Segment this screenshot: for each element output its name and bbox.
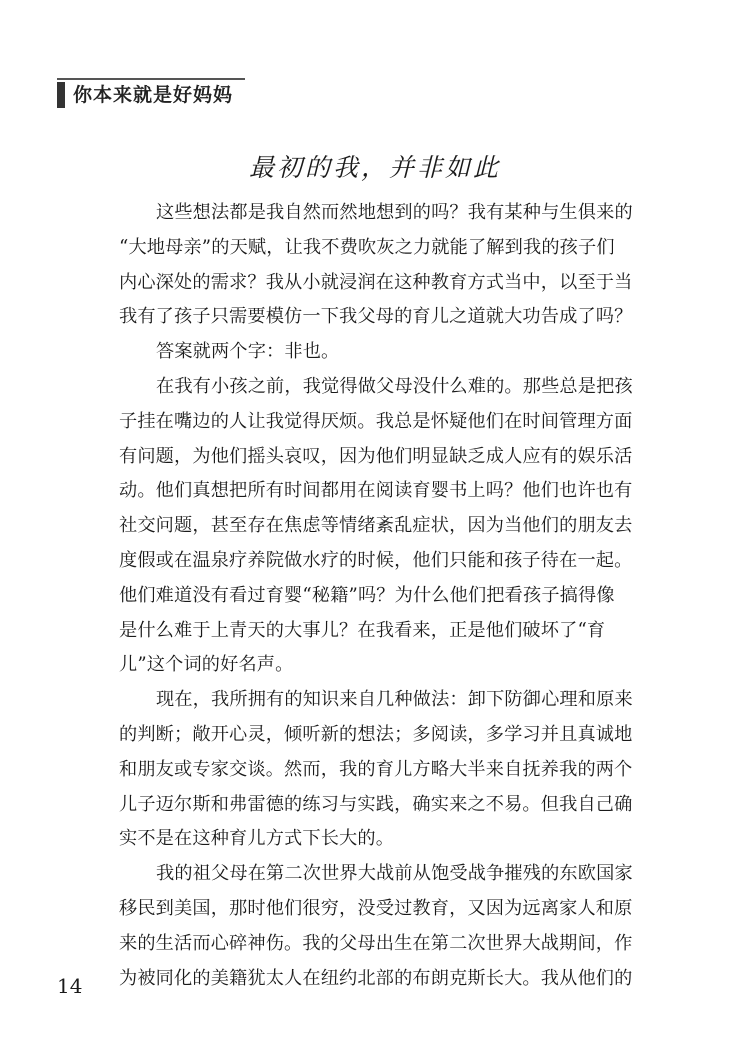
header-bar-mark	[57, 82, 65, 108]
text-line: 子挂在嘴边的人让我觉得厌烦。我总是怀疑他们在时间管理方面	[119, 410, 633, 432]
text-line: 为被同化的美籍犹太人在纽约北部的布朗克斯长大。我从他们的	[119, 967, 633, 989]
text-line: 我有了孩子只需要模仿一下我父母的育儿之道就大功告成了吗？	[119, 306, 633, 328]
text-line: 移民到美国，那时他们很穷，没受过教育，又因为远离家人和原	[119, 897, 633, 919]
book-title: 你本来就是好妈妈	[73, 84, 234, 106]
text-line: 在我有小孩之前，我觉得做父母没什么难的。那些总是把孩	[156, 375, 633, 397]
body-text	[119, 196, 639, 996]
text-line: 现在，我所拥有的知识来自几种做法：卸下防御心理和原来	[156, 689, 633, 711]
page-number: 14	[57, 974, 83, 998]
text-line: 是什么难于上青天的大事儿？在我看来，正是他们破坏了“育	[119, 619, 606, 641]
text-line: 社交问题，甚至存在焦虑等情绪紊乱症状，因为当他们的朋友去	[119, 515, 633, 537]
text-line: 答案就两个字：非也。	[156, 341, 340, 363]
text-line: 度假或在温泉疗养院做水疗的时候，他们只能和孩子待在一起。	[119, 549, 633, 571]
text-line: 他们难道没有看过育婴“秘籍”吗？为什么他们把看孩子搞得像	[119, 584, 615, 606]
text-line: “大地母亲”的天赋，让我不费吹灰之力就能了解到我的孩子们	[119, 236, 615, 258]
text-line: 的判断；敞开心灵，倾听新的想法；多阅读，多学习并且真诚地	[119, 723, 633, 745]
text-line: 有问题，为他们摇头哀叹，因为他们明显缺乏成人应有的娱乐活	[119, 445, 633, 467]
running-header	[57, 78, 245, 110]
text-line: 内心深处的需求？我从小就浸润在这种教育方式当中，以至于当	[119, 271, 633, 293]
text-line: 这些想法都是我自然而然地想到的吗？我有某种与生俱来的	[156, 202, 633, 223]
text-line: 动。他们真想把所有时间都用在阅读育婴书上吗？他们也许也有	[119, 480, 633, 502]
text-line: 儿”这个词的好名声。	[119, 654, 294, 676]
text-line: 来的生活而心碎神伤。我的父母出生在第二次世界大战期间，作	[119, 932, 633, 954]
text-line: 我的祖父母在第二次世界大战前从饱受战争摧残的东欧国家	[156, 863, 633, 885]
text-line: 和朋友或专家交谈。然而，我的育儿方略大半来自抚养我的两个	[119, 758, 633, 780]
text-line: 儿子迈尔斯和弗雷德的练习与实践，确实来之不易。但我自己确	[119, 793, 633, 815]
header-rule	[57, 78, 245, 80]
chapter-title: 最初的我，并非如此	[248, 153, 501, 182]
text-line: 实不是在这种育儿方式下长大的。	[119, 828, 395, 850]
